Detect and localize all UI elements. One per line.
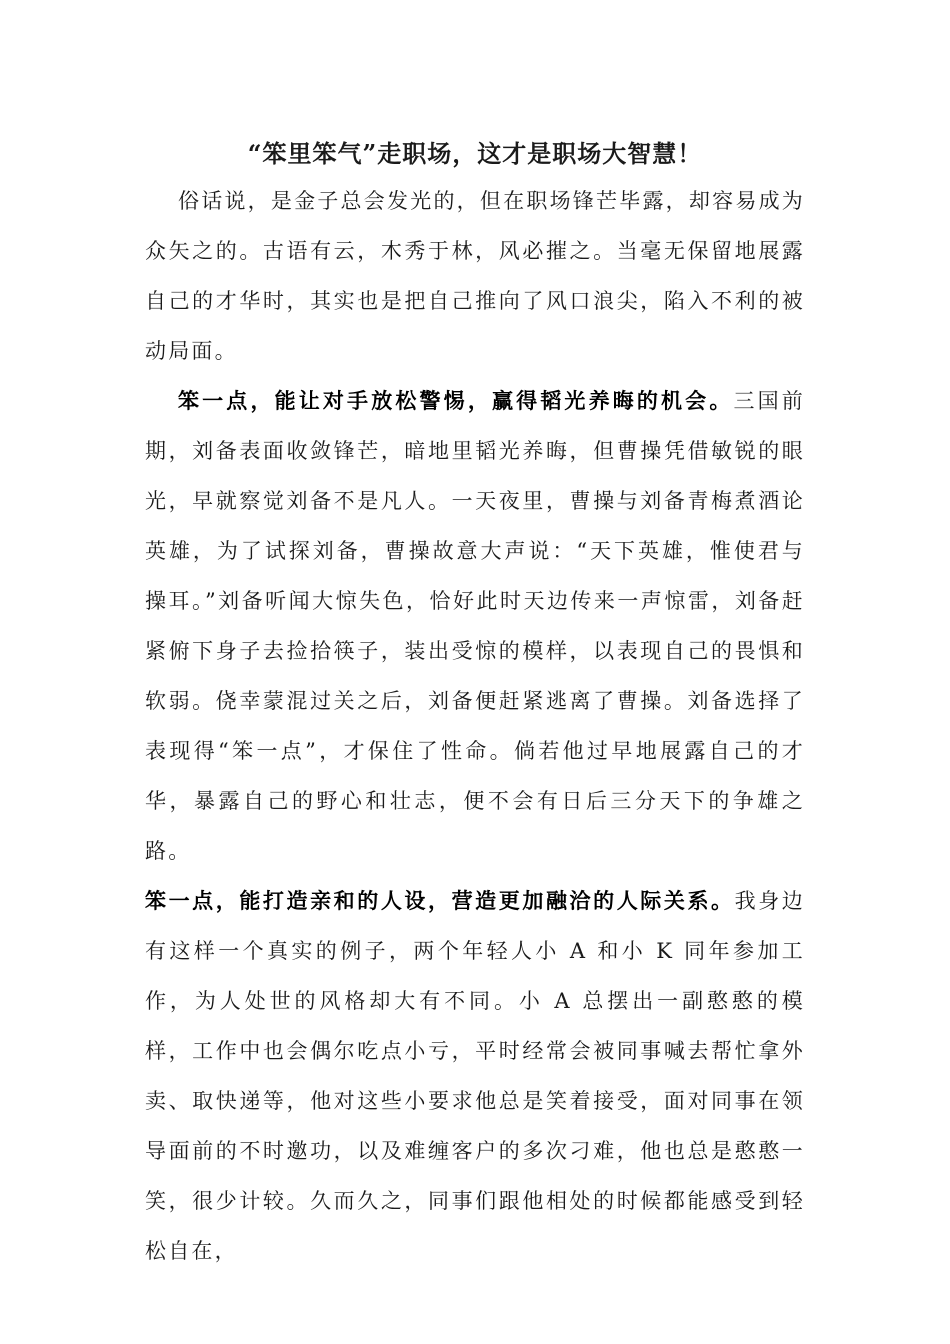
paragraph-lead-heading: 笨一点，能打造亲和的人设，营造更加融洽的人际关系。 <box>145 888 735 913</box>
paragraph-intro <box>145 176 805 376</box>
paragraph-point-two <box>145 876 805 1276</box>
paragraph-lead-heading: 笨一点，能让对手放松警惕，赢得韬光养晦的机会。 <box>178 388 734 413</box>
document-title: “笨里笨气”走职场，这才是职场大智慧！ <box>247 139 703 168</box>
paragraph-text: 三国前期，刘备表面收敛锋芒，暗地里韬光养晦，但曹操凭借敏锐的眼光，早就察觉刘备不是凡人。一天夜里，曹操与刘备青梅煮酒论英雄，为了试探刘备，曹操故意大声说：“天下英雄，惟使君与操耳。”刘备听闻大惊失色，恰好此时天边传来一声惊雷，刘备赶紧俯下身子去捡拾筷子，装出受惊的模样，以表现自己的畏惧和软弱。侥幸蒙混过关之后，刘备便赶紧逃离了曹操。刘备选择了表现得“笨一点”，才保住了性命。倘若他过早地展露自己的才华，暴露自己的野心和壮志，便不会有日后三分天下的争雄之路。 <box>145 389 805 863</box>
document-body <box>145 176 805 1276</box>
paragraph-text: 我身边有这样一个真实的例子，两个年轻人小 A 和小 K 同年参加工作，为人处世的风格却大有不同。小 A 总摆出一副憨憨的模样，工作中也会偶尔吃点小亏，平时经常会被同事喊去帮忙拿外卖、取快递等，他对这些小要求他总是笑着接受，面对同事在领导面前的不时邀功，以及难缠客户的多次刁难，他也总是憨憨一笑，很少计较。久而久之，同事们跟他相处的时候都能感受到轻松自在， <box>145 889 805 1263</box>
paragraph-point-one <box>145 376 805 876</box>
paragraph-text: 俗话说，是金子总会发光的，但在职场锋芒毕露，却容易成为众矢之的。古语有云，木秀于林，风必摧之。当毫无保留地展露自己的才华时，其实也是把自己推向了风口浪尖，陷入不利的被动局面。 <box>145 189 805 363</box>
